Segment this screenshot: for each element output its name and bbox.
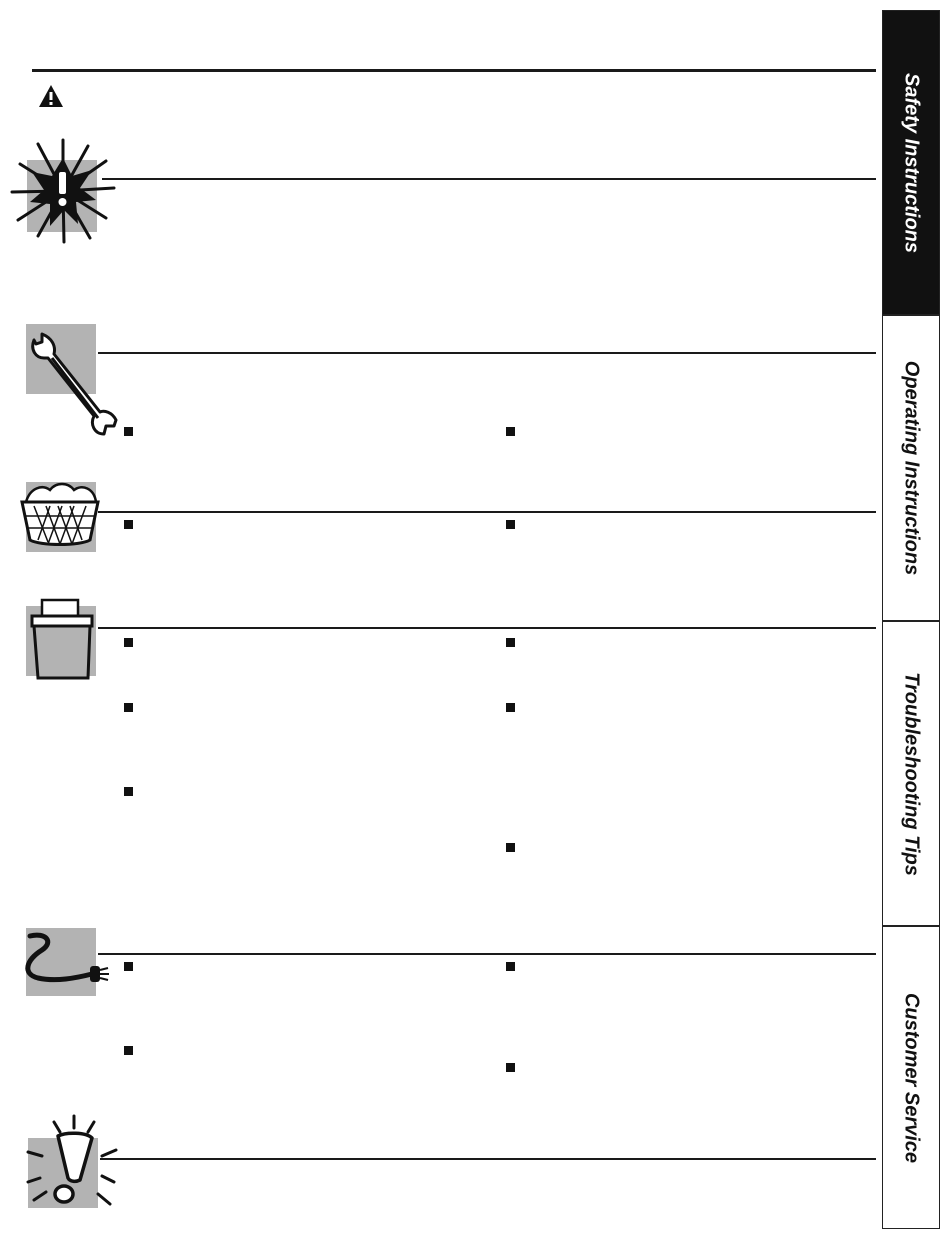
washer-section-rule xyxy=(98,627,876,629)
bullet xyxy=(124,962,133,971)
tab-safety-instructions[interactable] xyxy=(882,10,940,315)
tab-operating-instructions[interactable] xyxy=(882,315,940,621)
bullet xyxy=(506,962,515,971)
tab-label: Customer Service xyxy=(900,992,923,1163)
wrench-icon xyxy=(28,328,120,440)
bullet xyxy=(506,638,515,647)
tab-troubleshooting-tips[interactable] xyxy=(882,621,940,926)
burst-section-rule xyxy=(102,178,876,180)
bullet xyxy=(124,427,133,436)
basket-section-rule xyxy=(98,511,876,513)
cord-section-rule xyxy=(98,953,876,955)
tab-customer-service[interactable] xyxy=(882,926,940,1229)
bullet xyxy=(506,843,515,852)
bullet xyxy=(124,787,133,796)
washer-icon xyxy=(30,598,96,682)
bullet xyxy=(506,1063,515,1072)
warning-triangle-icon xyxy=(38,84,64,108)
exclamation-burst-icon xyxy=(8,136,118,246)
bullet xyxy=(124,638,133,647)
bullet xyxy=(506,520,515,529)
bullet xyxy=(124,520,133,529)
bullet xyxy=(124,703,133,712)
bullet xyxy=(124,1046,133,1055)
caution-section-rule xyxy=(100,1158,876,1160)
exclamation-alert-icon xyxy=(20,1112,120,1212)
tab-label: Safety Instructions xyxy=(900,72,923,253)
top-rule xyxy=(32,69,876,72)
laundry-basket-icon xyxy=(20,482,100,548)
tab-label: Troubleshooting Tips xyxy=(900,671,923,876)
tab-label: Operating Instructions xyxy=(900,360,923,576)
bullet xyxy=(506,427,515,436)
bullet xyxy=(506,703,515,712)
wrench-section-rule xyxy=(98,352,876,354)
power-cord-icon xyxy=(16,930,112,990)
